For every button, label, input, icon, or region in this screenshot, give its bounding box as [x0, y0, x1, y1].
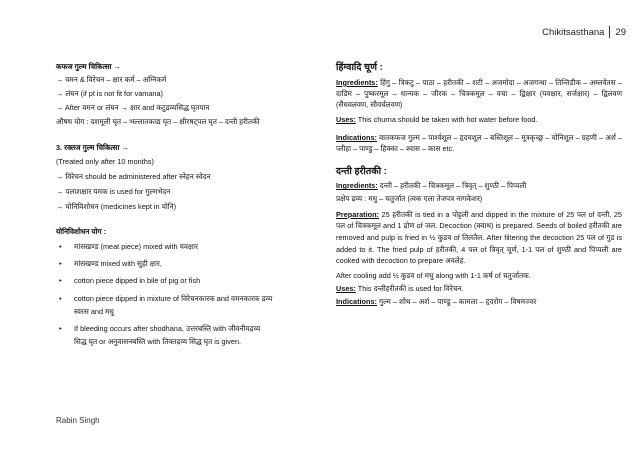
yonivishodhana-heading: योनिविशोधन योग : [56, 227, 107, 237]
list-item-text: If bleeding occurs after shodhana, उत्तरबस्ति with जीवनीयद्रव्य [74, 323, 261, 333]
ingredients-label: Ingredients: [336, 181, 378, 191]
list-item [56, 259, 312, 268]
kaphaja-line-1: → वमन & विरेचन – क्षार कर्म – अग्निकर्म [56, 75, 167, 85]
hingvadi-uses [336, 115, 622, 124]
list-item [56, 324, 312, 346]
raktaja-gulma-heading: 3. रक्तज गुल्म चिकित्सा → [56, 142, 129, 152]
list-item-text-continued: स्वरस and मधु [74, 306, 114, 316]
bullet-icon: • [59, 242, 62, 252]
raktaja-line-3: → पलाशक्षार यमक is used for गुल्मभेदन [56, 186, 171, 196]
list-item-text-continued: सिद्ध घृत or अनुवासनबस्ति with तिक्तद्रव्य सिद्ध घृत is given. [74, 336, 242, 346]
uses-text: This दन्तीहरीतकी is used for विरेचन. [357, 284, 464, 294]
list-item-text: मांसखण्ड (meat piece) mixed with यवक्षार [74, 242, 199, 252]
preparation-text: 25 हरीतकी is tied in a पोट्टली and dipped in the mixture of 25 पल of दन्ती, 25 पल of चित्रकमूल and 1 द्रोण of जल. Decoction (क्वाथ) is prepared. Seeds of boiled हरीतकी are removed and pulp is fried in ½ कुडव of तिलतैल. After filtering the decoction 25 पल of गुड is added to it. The fried pulp of हरीतकी, 4 पल of त्रिवृत् चूर्ण, 1-1 पल of शुण्ठी and पिप्पली are cooked with decoction to prepare अवलेह. [336, 209, 622, 266]
indications-label: Indications: [336, 132, 377, 142]
list-item [56, 294, 312, 316]
danti-ingredients [336, 181, 622, 190]
indications-text: वातकफज गुल्म – पार्श्वशूल – हृदयशूल – बस्तिशूल – मूत्रकृच्छ्र – योनिशूल – ग्रहणी – अर्श – प्लीहा – पाण्डु – हिक्का – श्वास – कास etc. [336, 132, 622, 154]
page-number: 29 [615, 26, 626, 38]
list-item-text: cotton piece dipped in bile of pig or fish [74, 276, 201, 286]
list-item [56, 242, 312, 251]
danti-after-cooling: After cooling add ½ कुडव of मधु along with 1-1 कर्ष of चतुर्जातक. [336, 270, 531, 280]
bullet-icon: • [59, 276, 62, 286]
running-header [542, 26, 626, 38]
kaphaja-aushadha-yoga: औषध योग : दशमूली घृत – भल्लातकाद्य घृत – क्षीरषट्पल घृत – दन्ती हरीतकी [56, 117, 260, 127]
right-column [336, 62, 622, 306]
indications-text: गुल्म – शोथ – अर्श – पाण्डु – कामला – हृदरोग – विषमज्वर [378, 297, 537, 307]
header-divider [609, 26, 610, 38]
raktaja-line-1: (Treated only after 10 months) [56, 156, 154, 166]
bullet-icon: • [59, 259, 62, 269]
footer-author: Rabin Singh [56, 416, 100, 425]
left-column [56, 62, 312, 346]
indications-label: Indications: [336, 297, 377, 307]
danti-prakshepa-dravya: प्रक्षेप द्रव्य : मधु – चतुर्जात (त्वक एला तेजपत्र नागकेशर) [336, 194, 483, 204]
danti-indications [336, 297, 622, 306]
hingvadi-ingredients [336, 77, 622, 111]
kaphaja-line-3: → After वमन or लंघन → क्षार and कटुद्रव्यसिद्ध घृतपान [56, 103, 210, 113]
book-title: Chikitsasthana [542, 26, 605, 38]
ingredients-text: दन्ती – हरीतकी – चित्रकमूल – त्रिवृत् – शुण्ठी – पिप्पली [379, 181, 527, 191]
ingredients-text: हिंगु – त्रिकटु – पाठा – हरीतकी – शटी – अजमोदा – अजगन्धा – तिन्तिडीक – अम्लवेतस – दाडिम – पुष्करमूल – धान्यक – जीरक – चित्रकमूल – वचा – द्विक्षार (यवक्षार, सर्जक्षार) – द्विलवण (सैंधवलवण, सौवर्चलवण) [336, 77, 622, 110]
bullet-icon: • [59, 323, 62, 333]
raktaja-line-2: → विरेचन should be administered after स्नेहन स्वेदन [56, 171, 211, 181]
preparation-label: Preparation: [336, 209, 379, 219]
kaphaja-line-2: → लंघन (if pt is not fit for vamana) [56, 89, 163, 99]
danti-uses [336, 284, 622, 293]
uses-text: This churna should be taken with hot water before food. [357, 114, 538, 124]
uses-label: Uses: [336, 114, 356, 124]
bullet-icon: • [59, 293, 62, 303]
hingvadi-churna-heading: हिंग्वादि चूर्ण : [336, 62, 383, 73]
list-item [56, 276, 312, 285]
kaphaja-gulma-heading: कफज गुल्म चिकित्सा → [56, 62, 121, 71]
danti-haritaki-heading: दन्ती हरीतकी : [336, 166, 387, 178]
list-item-text: मांसखण्ड mixed with सुही क्षार, [74, 259, 162, 269]
ingredients-label: Ingredients: [336, 77, 378, 87]
uses-label: Uses: [336, 284, 356, 294]
hingvadi-indications [336, 132, 622, 155]
danti-preparation [336, 209, 622, 267]
raktaja-line-4: → योनिविशोधन (medicines kept in योनि) [56, 201, 177, 211]
list-item-text: cotton piece dipped in mixture of विरेचनकारक and वमनकारक द्रव्य [74, 293, 273, 303]
